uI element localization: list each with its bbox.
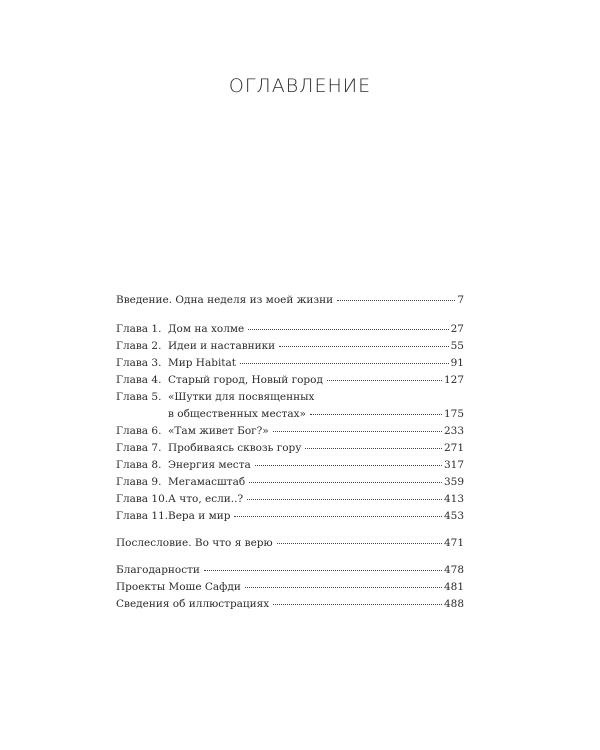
chapter-title: Дом на холме xyxy=(168,323,245,335)
toc-entry-chapter-10[interactable] xyxy=(116,491,464,508)
toc-entry-chapter-5-cont[interactable] xyxy=(116,406,464,423)
toc-entry-chapter-11[interactable] xyxy=(116,508,464,525)
toc-entry-chapter-7[interactable] xyxy=(116,440,464,457)
chapter-number: Глава 3. xyxy=(116,357,162,369)
dot-leader xyxy=(245,585,442,588)
chapter-number: Глава 2. xyxy=(116,340,162,352)
chapter-title: Мегамасштаб xyxy=(168,476,246,488)
page-number: 453 xyxy=(443,510,464,522)
dot-leader xyxy=(249,480,442,483)
page-number: 317 xyxy=(443,459,464,471)
toc-entry-chapter-9[interactable] xyxy=(116,474,464,491)
dot-leader xyxy=(255,463,442,466)
page-number: 127 xyxy=(443,374,464,386)
entry-title: Проекты Моше Сафди xyxy=(116,581,241,593)
toc-entry-illustrations[interactable] xyxy=(116,596,464,613)
page-number: 413 xyxy=(443,493,464,505)
toc-entry-acknowledgements[interactable] xyxy=(116,562,464,579)
chapter-number: Глава 11. xyxy=(116,510,169,522)
chapter-number: Глава 8. xyxy=(116,459,162,471)
dot-leader xyxy=(273,429,442,432)
dot-leader xyxy=(277,541,442,544)
dot-leader xyxy=(248,327,448,330)
chapter-number: Глава 5. xyxy=(116,391,162,403)
page-number: 91 xyxy=(450,357,464,369)
chapter-title: «Шутки для посвященных xyxy=(168,391,315,403)
page-number: 27 xyxy=(450,323,464,335)
toc-entry-chapter-8[interactable] xyxy=(116,457,464,474)
dot-leader xyxy=(327,378,442,381)
chapter-title: «Там живет Бог?» xyxy=(168,425,269,437)
page-number: 471 xyxy=(443,537,464,549)
chapter-number: Глава 9. xyxy=(116,476,162,488)
dot-leader xyxy=(310,412,442,415)
entry-title: Сведения об иллюстрациях xyxy=(116,598,270,610)
dot-leader xyxy=(234,514,441,517)
page-number: 488 xyxy=(443,598,464,610)
toc-entry-afterword[interactable] xyxy=(116,535,464,552)
dot-leader xyxy=(279,344,448,347)
page-number: 55 xyxy=(450,340,464,352)
chapter-number: Глава 6. xyxy=(116,425,162,437)
toc-entry-chapter-4[interactable] xyxy=(116,372,464,389)
page-title: ОГЛАВЛЕНИЕ xyxy=(228,75,372,97)
chapter-title: Вера и мир xyxy=(168,510,231,522)
page-number: 175 xyxy=(443,408,464,420)
toc-entry-projects[interactable] xyxy=(116,579,464,596)
chapter-title: Мир Habitat xyxy=(168,357,237,369)
entry-title: Благодарности xyxy=(116,564,200,576)
dot-leader xyxy=(247,497,442,500)
entry-title: Послесловие. Во что я верю xyxy=(116,537,273,549)
toc-entry-chapter-5[interactable] xyxy=(116,389,464,406)
dot-leader xyxy=(337,298,455,301)
chapter-number: Глава 1. xyxy=(116,323,162,335)
toc-entry-chapter-1[interactable] xyxy=(116,321,464,338)
chapter-number: Глава 4. xyxy=(116,374,162,386)
page-number: 271 xyxy=(443,442,464,454)
toc-entry-chapter-6[interactable] xyxy=(116,423,464,440)
page-number: 359 xyxy=(443,476,464,488)
chapter-title: Энергия места xyxy=(168,459,251,471)
chapter-title-continued: в общественных местах» xyxy=(168,408,306,420)
toc-entry-chapter-2[interactable] xyxy=(116,338,464,355)
dot-leader xyxy=(273,602,442,605)
chapter-title: Старый город, Новый город xyxy=(168,374,323,386)
toc-entry-intro[interactable] xyxy=(116,292,464,309)
chapter-number: Глава 10. xyxy=(116,493,169,505)
chapter-number: Глава 7. xyxy=(116,442,162,454)
page-number: 478 xyxy=(443,564,464,576)
dot-leader xyxy=(240,361,449,364)
entry-title: Введение. Одна неделя из моей жизни xyxy=(116,294,334,306)
dot-leader xyxy=(305,446,442,449)
toc-entry-chapter-3[interactable] xyxy=(116,355,464,372)
chapter-title: Пробиваясь сквозь гору xyxy=(168,442,302,454)
chapter-title: А что, если..? xyxy=(168,493,244,505)
dot-leader xyxy=(204,568,442,571)
page-number: 481 xyxy=(443,581,464,593)
table-of-contents xyxy=(116,292,464,613)
page-number: 233 xyxy=(443,425,464,437)
chapter-title: Идеи и наставники xyxy=(168,340,276,352)
page-number: 7 xyxy=(457,294,464,306)
